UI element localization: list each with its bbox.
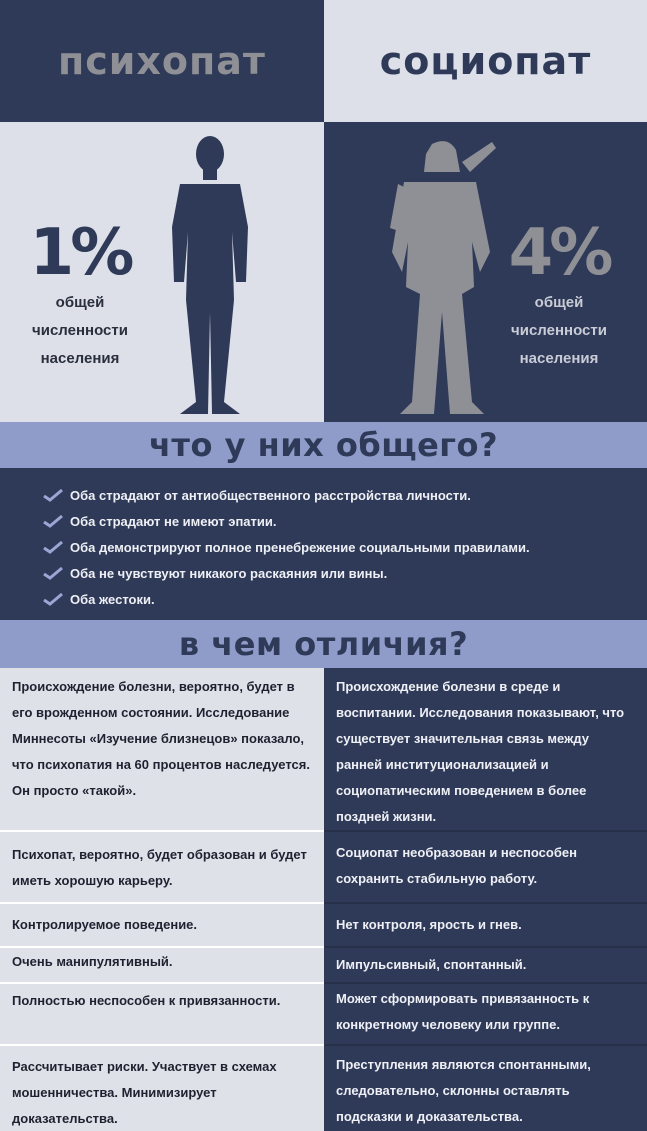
sociopath-stat-line1: общей [534,294,584,311]
psychopath-stat [10,217,150,373]
psychopath-cell: Очень манипулятивный. [0,946,324,982]
differences-section-bar [0,620,647,668]
sociopath-cell: Импульсивный, спонтанный. [324,946,647,982]
psychopath-title: психопат [58,39,266,83]
check-icon [42,566,64,580]
table-row [0,982,647,1044]
check-icon [42,540,64,554]
check-icon [42,592,64,606]
sociopath-stat-line2: численности [511,322,607,339]
psychopath-header [0,0,324,122]
common-item-text: Оба жестоки. [70,591,155,607]
common-item-text: Оба демонстрируют полное пренебрежение социальными правилами. [70,539,530,555]
common-section-title: что у них общего? [148,426,499,464]
sociopath-header [324,0,647,122]
psychopath-cell: Контролируемое поведение. [0,902,324,946]
psychopath-panel [0,122,324,422]
common-item-text: Оба не чувствуют никакого раскаяния или вины. [70,565,388,581]
table-row [0,668,647,830]
differences-table [0,668,647,1131]
table-row [0,830,647,902]
common-list-item [42,508,647,534]
sociopath-title: социопат [379,39,592,83]
psychopath-percent: 1% [29,216,131,290]
common-list-item [42,586,647,612]
table-row [0,902,647,946]
sociopath-cell: Происхождение болезни в среде и воспитании. Исследования показывают, что существует значительная связь между ранней институционализацией и социопатическим поведением в более поздней жизни. [324,668,647,830]
sociopath-cell: Может сформировать привязанность к конкретному человеку или группе. [324,982,647,1044]
table-row [0,1044,647,1131]
sociopath-cell: Социопат необразован и неспособен сохранить стабильную работу. [324,830,647,902]
sociopath-stat [489,217,629,373]
table-row [0,946,647,982]
sociopath-cell: Нет контроля, ярость и гнев. [324,902,647,946]
hooded-man-with-bat-icon [380,132,500,417]
common-list-item [42,482,647,508]
psychopath-stat-line1: общей [55,294,105,311]
common-list-item [42,560,647,586]
sociopath-stat-line3: населения [519,350,599,367]
common-item-text: Оба страдают не имеют эпатии. [70,513,277,529]
common-item-text: Оба страдают от антиобщественного расстройства личности. [70,487,471,503]
differences-section-title: в чем отличия? [178,625,469,663]
sociopath-percent: 4% [508,216,610,290]
common-list [0,468,647,620]
sociopath-panel [324,122,647,422]
psychopath-cell: Психопат, вероятно, будет образован и будет иметь хорошую карьеру. [0,830,324,902]
common-section-bar [0,422,647,468]
check-icon [42,488,64,502]
psychopath-cell: Полностью неспособен к привязанности. [0,982,324,1044]
common-list-item [42,534,647,560]
psychopath-cell: Рассчитывает риски. Участвует в схемах мошенничества. Минимизирует доказательства. [0,1044,324,1131]
psychopath-stat-line2: численности [32,322,128,339]
man-in-suit-icon [150,132,270,417]
psychopath-stat-line3: населения [40,350,120,367]
psychopath-cell: Происхождение болезни, вероятно, будет в его врожденном состоянии. Исследование Миннесоты «Изучение близнецов» показало, что психопатия на 60 процентов наследуется. Он просто «такой». [0,668,324,830]
check-icon [42,514,64,528]
sociopath-cell: Преступления являются спонтанными, следовательно, склонны оставлять подсказки и доказательства. [324,1044,647,1131]
